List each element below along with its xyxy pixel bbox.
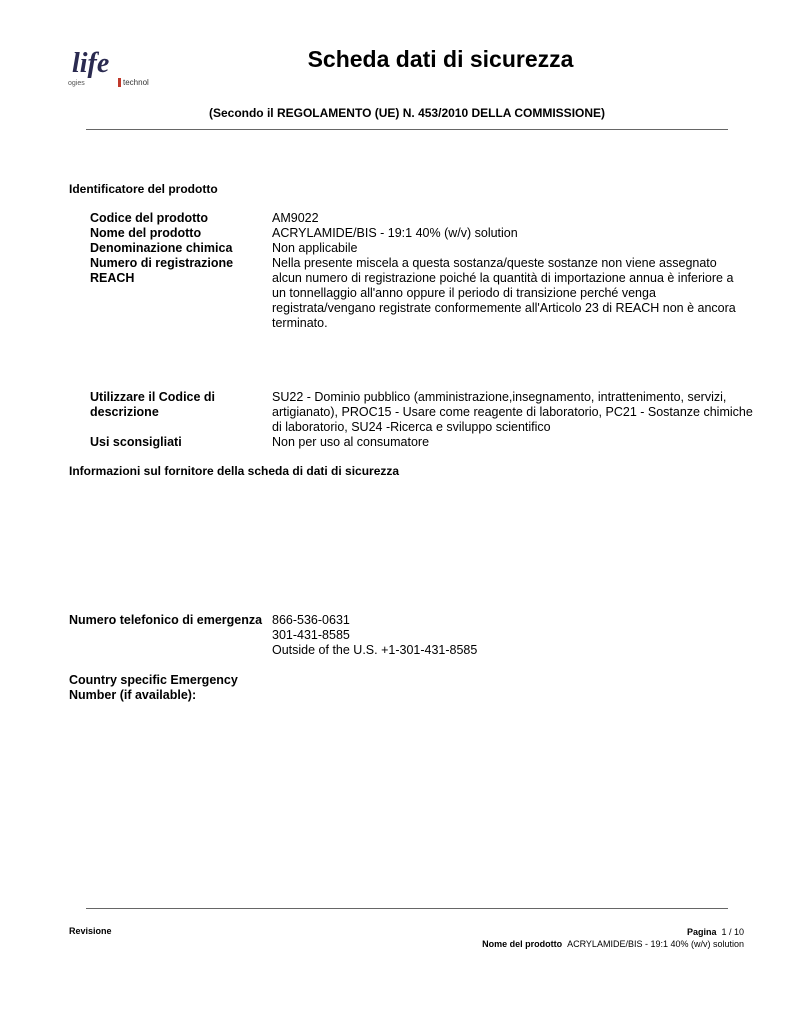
field-value: Nella presente miscela a questa sostanza/queste sostanze non viene assegnato alcun numero di registrazione poiché la quantità di importazione annua è inferiore a un tonnellaggio all'anno oppure il periodo di transizione perché venga registrata/vengano registrate conformemente all'Articolo 23 di REACH non è ancora terminato. [272,256,736,330]
emergency-phone-line: Outside of the U.S. +1-301-431-8585 [272,643,478,657]
emergency-phone-line: 301-431-8585 [272,628,350,642]
page-label: Pagina [686,927,717,937]
footer-divider [86,908,728,909]
logo-brand: life [72,48,110,79]
field-label: Usi sconsigliati [90,435,182,449]
page-number [482,926,744,938]
country-specific-emergency-label: Country specific Emergency Number (if available): [69,673,238,702]
product-label: Nome del prodotto [482,939,563,949]
field-label: Nome del prodotto [90,226,202,240]
footer-page-info [482,926,744,950]
revision-label: Revisione [69,926,112,936]
field-value: SU22 - Dominio pubblico (amministrazione,insegnamento, intrattenimento, servizi, artigianato), PROC15 - Usare come reagente di laboratorio, PC21 - Sostanze chimiche di laboratorio, SU24 -Ricerca e sviluppo scientifico [272,390,753,434]
header-divider [86,129,728,130]
field-value: Non applicabile [272,241,358,255]
field-value: Non per uso al consumatore [272,435,430,449]
section-heading-product-identifier: Identificatore del prodotto [69,182,218,196]
field-value: AM9022 [272,211,319,225]
field-label: Codice del prodotto [90,211,209,225]
page-value: 1 / 10 [721,927,744,937]
document-title [0,46,791,73]
document-subtitle [0,106,791,120]
emergency-phone-label: Numero telefonico di emergenza [69,613,263,627]
footer-product-name [482,938,744,950]
product-value: ACRYLAMIDE/BIS - 19:1 40% (w/v) solution [567,939,744,949]
field-value: ACRYLAMIDE/BIS - 19:1 40% (w/v) solution [272,226,518,240]
logo-text-right: technol [118,78,149,87]
emergency-phone-values [272,613,477,658]
section-heading-supplier: Informazioni sul fornitore della scheda di dati di sicurezza [69,464,400,478]
field-label: Numero di registrazione REACH [90,256,234,285]
emergency-phone-line: 866-536-0631 [272,613,350,627]
document-subtitle-text: (Secondo il REGOLAMENTO (UE) N. 453/2010 DELLA COMMISSIONE) [208,106,606,120]
field-label: Denominazione chimica [90,241,233,255]
field-label: Utilizzare il Codice di descrizione [90,390,216,419]
logo-text-left: ogies [68,80,85,87]
document-title-text: Scheda dati di sicurezza [307,46,574,72]
